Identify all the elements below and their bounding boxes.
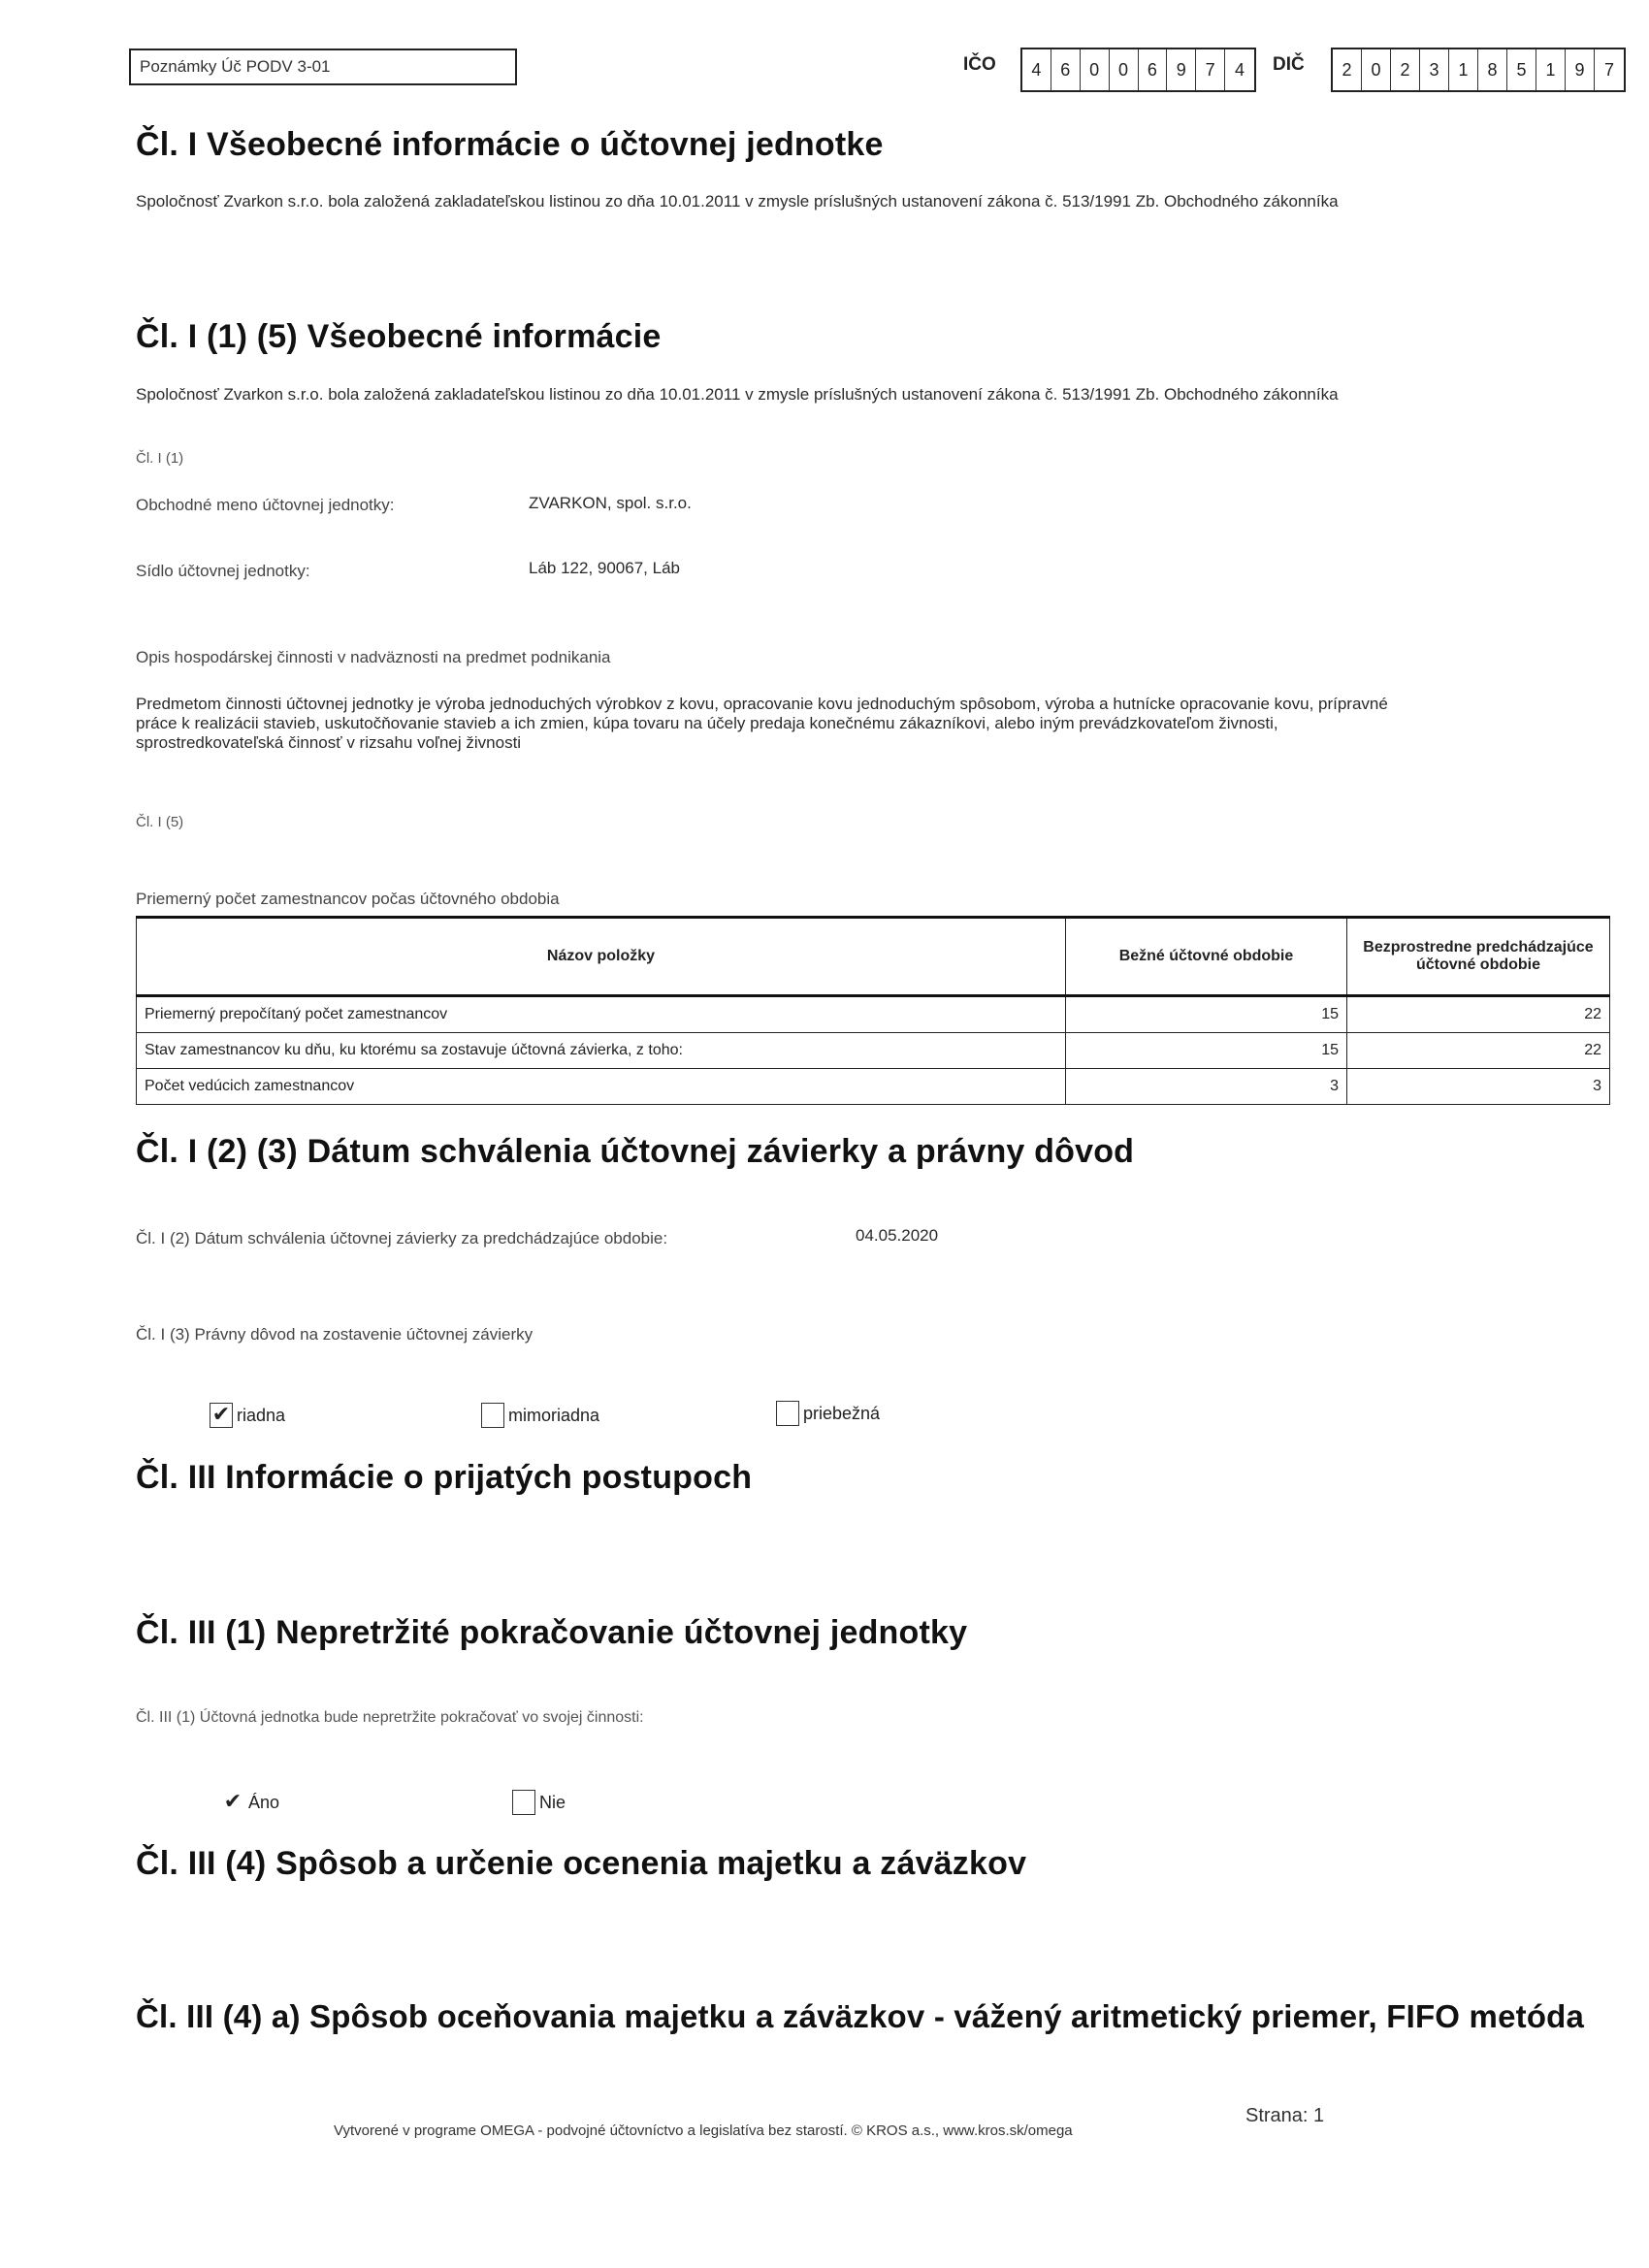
employees-table (136, 916, 1610, 1105)
dic-digit: 0 (1362, 49, 1391, 90)
table-cell: 22 (1347, 996, 1610, 1033)
section-heading: Čl. III (1) Nepretržité pokračovanie účtovnej jednotky (136, 1614, 968, 1651)
ico-digits (1020, 48, 1256, 92)
ico-digit: 9 (1167, 49, 1196, 90)
dic-digit: 3 (1420, 49, 1449, 90)
dic-label: DIČ (1273, 54, 1305, 75)
approval-date-value: 04.05.2020 (856, 1226, 939, 1245)
ico-label: IČO (963, 54, 996, 75)
option-priebezna[interactable] (776, 1401, 880, 1426)
option-riadna[interactable] (210, 1403, 285, 1428)
section-heading: Čl. I Všeobecné informácie o účtovnej jednotke (136, 126, 884, 163)
table-cell: Priemerný prepočítaný počet zamestnancov (137, 996, 1066, 1033)
table-cell: 15 (1066, 996, 1347, 1033)
column-header: Názov položky (137, 918, 1066, 996)
continuity-question: Čl. III (1) Účtovná jednotka bude nepretržite pokračovať vo svojej činnosti: (136, 1709, 644, 1726)
dic-digit: 1 (1536, 49, 1566, 90)
footer-credit: Vytvorené v programe OMEGA - podvojné účtovníctvo a legislatíva bez starostí. © KROS a.s., www.kros.sk/omega (334, 2122, 1073, 2139)
ico-digit: 0 (1110, 49, 1139, 90)
table-cell: 3 (1066, 1069, 1347, 1105)
activity-text (136, 695, 1542, 753)
checkbox-checked-icon[interactable]: ✔ (223, 1789, 242, 1813)
dic-digit: 8 (1478, 49, 1507, 90)
activity-line: sprostredkovateľská činnosť v rizsahu voľnej živnosti (136, 733, 522, 752)
table-cell: 3 (1347, 1069, 1610, 1105)
checkbox-empty-icon[interactable] (776, 1401, 799, 1426)
table-header-row (137, 918, 1610, 996)
section-text: Spoločnosť Zvarkon s.r.o. bola založená zakladateľskou listinou zo dňa 10.01.2011 v zmysle príslušných ustanovení zákona č. 513/1991 Zb. Obchodného zákonníka (136, 385, 1339, 404)
option-label: priebežná (803, 1403, 881, 1423)
activity-line: Predmetom činnosti účtovnej jednotky je výroba jednoduchých výrobkov z kovu, opracovanie kovu jednoduchým spôsobom, výroba a hutnícke opracovanie kovu, prípravné (136, 695, 1388, 713)
option-label: riadna (237, 1405, 286, 1425)
checkbox-empty-icon[interactable] (481, 1403, 504, 1428)
ico-digit: 6 (1139, 49, 1168, 90)
table-caption: Priemerný počet zamestnancov počas účtovného obdobia (136, 890, 560, 908)
checkbox-checked-icon[interactable]: ✔ (210, 1403, 233, 1428)
approval-date-label: Čl. I (2) Dátum schválenia účtovnej závierky za predchádzajúce obdobie: (136, 1229, 668, 1247)
table-cell: 22 (1347, 1033, 1610, 1069)
company-name-value: ZVARKON, spol. s.r.o. (529, 494, 692, 512)
table-cell: Stav zamestnancov ku dňu, ku ktorému sa zostavuje účtovná závierka, z toho: (137, 1033, 1066, 1069)
dic-digit: 9 (1566, 49, 1595, 90)
column-header: Bezprostredne predchádzajúce účtovné obdobie (1347, 918, 1610, 996)
dic-digit: 7 (1603, 60, 1614, 80)
section-heading: Čl. I (2) (3) Dátum schválenia účtovnej závierky a právny dôvod (136, 1133, 1135, 1170)
section-heading: Čl. III (4) Spôsob a určenie ocenenia majetku a záväzkov (136, 1845, 1027, 1882)
table-row (137, 1033, 1610, 1069)
legal-reason-label: Čl. I (3) Právny dôvod na zostavenie účtovnej závierky (136, 1325, 534, 1344)
activity-label: Opis hospodárskej činnosti v nadväznosti na predmet podnikania (136, 648, 611, 666)
option-nie[interactable] (512, 1790, 566, 1815)
dic-digit: 1 (1449, 49, 1478, 90)
subsection-label: Čl. I (1) (136, 450, 184, 467)
form-label: Poznámky Úč PODV 3-01 (129, 49, 517, 85)
subsection-label: Čl. I (5) (136, 814, 184, 830)
option-label: Nie (539, 1792, 566, 1812)
table-row (137, 996, 1610, 1033)
option-label: Áno (248, 1792, 280, 1812)
section-text: Spoločnosť Zvarkon s.r.o. bola založená zakladateľskou listinou zo dňa 10.01.2011 v zmysle príslušných ustanovení zákona č. 513/1991 Zb. Obchodného zákonníka (136, 192, 1339, 211)
company-name-label: Obchodné meno účtovnej jednotky: (136, 496, 395, 514)
table-row (137, 1069, 1610, 1105)
ico-digit: 4 (1235, 60, 1245, 80)
activity-line: práce k realizácii stavieb, uskutočňovanie stavieb a ich zmien, kúpa tovaru na účely predaja konečnému zákazníkovi, alebo iným prevádzkovateľom živnosti, (136, 714, 1278, 732)
page-number: Strana: 1 (1245, 2105, 1325, 2126)
option-mimoriadna[interactable] (481, 1403, 599, 1428)
dic-digits (1331, 48, 1626, 92)
ico-digit: 0 (1081, 49, 1110, 90)
company-seat-label: Sídlo účtovnej jednotky: (136, 562, 310, 580)
dic-digit: 5 (1507, 49, 1536, 90)
dic-digit: 2 (1333, 49, 1362, 90)
option-label: mimoriadna (508, 1405, 600, 1425)
ico-digit: 7 (1196, 49, 1225, 90)
table-cell: 15 (1066, 1033, 1347, 1069)
company-seat-value: Láb 122, 90067, Láb (529, 559, 680, 577)
option-ano[interactable] (221, 1790, 279, 1815)
section-heading: Čl. III Informácie o prijatých postupoch (136, 1459, 753, 1496)
column-header: Bežné účtovné obdobie (1066, 918, 1347, 996)
dic-digit: 2 (1391, 49, 1420, 90)
section-heading: Čl. III (4) a) Spôsob oceňovania majetku a záväzkov - vážený aritmetický priemer, FIFO metóda (136, 1998, 1585, 2034)
ico-digit: 6 (1051, 49, 1081, 90)
section-heading: Čl. I (1) (5) Všeobecné informácie (136, 318, 662, 355)
table-cell: Počet vedúcich zamestnancov (137, 1069, 1066, 1105)
ico-digit: 4 (1022, 49, 1051, 90)
checkbox-empty-icon[interactable] (512, 1790, 535, 1815)
